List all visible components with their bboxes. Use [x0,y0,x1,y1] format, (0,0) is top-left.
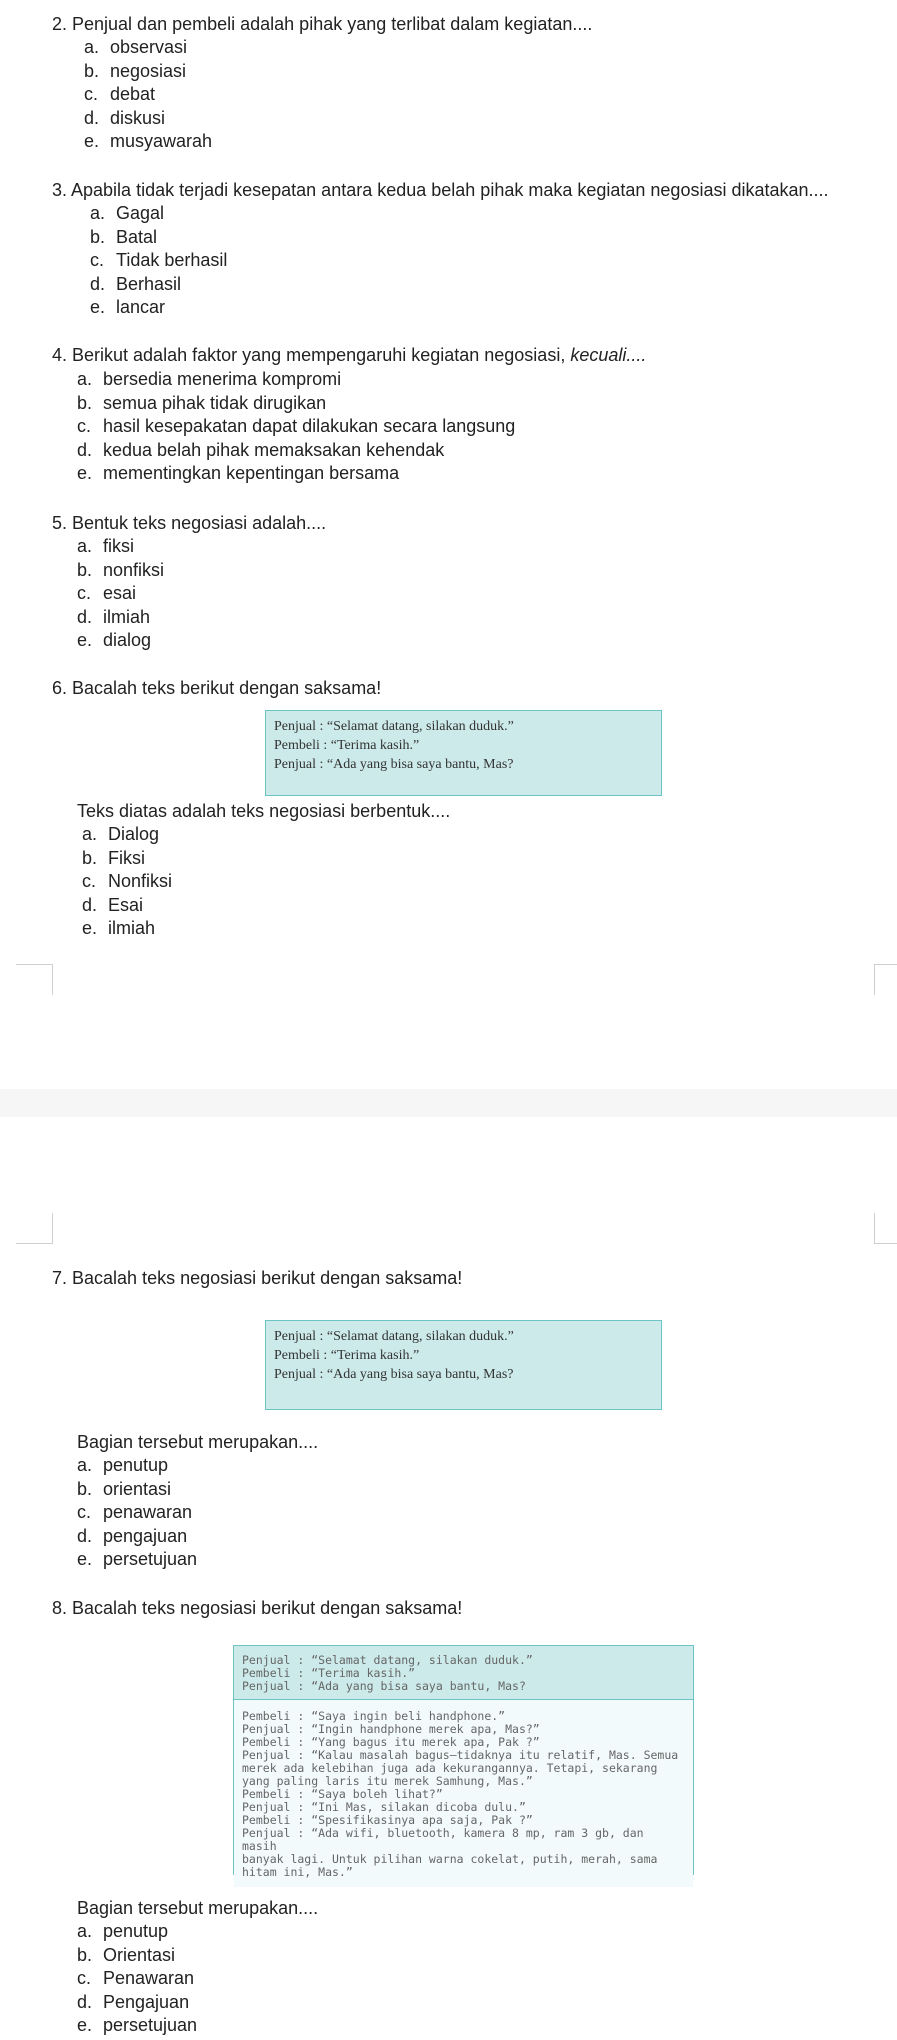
option-text: Nonfiksi [108,871,173,891]
q6-dialog-box [265,710,662,796]
q8-box-line: Penjual : “Ini Mas, silakan dicoba dulu.” [242,1800,526,1814]
page-corner-mark [16,1213,53,1244]
option-text: fiksi [103,536,134,556]
answer-option [82,824,159,845]
option-letter: e. [90,297,106,317]
q8-box-line: Pembeli : “Saya ingin beli handphone.” [242,1709,506,1723]
answer-option [77,1921,168,1942]
option-text: observasi [110,37,188,57]
answer-option [77,1526,187,1547]
q3-title: 3. Apabila tidak terjadi kesepatan antara kedua belah pihak maka kegiatan negosiasi dikatakan.... [52,180,829,200]
answer-option [84,61,186,82]
option-text: Tidak berhasil [116,250,228,270]
option-letter: d. [82,894,98,915]
q4-title [52,345,646,366]
option-letter: d. [90,273,106,294]
option-text: nonfiksi [103,559,165,580]
option-text: ilmiah [103,606,151,627]
option-letter: c. [90,250,105,270]
option-letter: b. [77,1944,93,1965]
option-letter: b. [77,559,93,580]
option-text: mementingkan kepentingan bersama [103,463,400,483]
option-letter: c. [77,416,92,436]
answer-option [77,1968,194,1989]
answer-option [84,131,212,152]
q8-box-opening [234,1646,693,1700]
option-text: Fiksi [108,847,145,868]
q8-box-line: banyak lagi. Untuk pilihan warna cokelat, putih, merah, sama [242,1852,658,1866]
option-letter: e. [77,2015,93,2035]
answer-option [90,297,165,318]
q8-box-line: yang paling laris itu merek Samhung, Mas.” [242,1774,533,1788]
answer-option [84,37,187,58]
q4-title-emphasis: kecuali.... [570,345,647,365]
answer-option [77,393,326,414]
option-text: Esai [108,894,144,915]
q8-box-line: Pembeli : “Spesifikasinya apa saja, Pak ?” [242,1813,533,1827]
q6-box-line: Penjual : “Ada yang bisa saya bantu, Mas? [274,757,514,772]
answer-option [77,369,341,390]
answer-option [84,84,155,105]
q7-box-line: Penjual : “Selamat datang, silakan duduk.” [274,1329,514,1344]
option-text: bersedia menerima kompromi [103,369,342,389]
option-letter: b. [82,847,98,868]
option-letter: a. [82,824,98,844]
option-text: Penawaran [103,1968,195,1988]
answer-option [77,2015,197,2036]
option-text: Berhasil [116,273,182,294]
q6-box-line: Penjual : “Selamat datang, silakan duduk.” [274,719,514,734]
option-letter: e. [77,630,93,650]
option-text: persetujuan [103,1549,198,1569]
option-letter: c. [77,583,92,603]
answer-option [77,536,134,557]
option-text: negosiasi [110,60,187,81]
option-letter: b. [90,226,106,247]
answer-option [90,274,181,295]
option-text: penutup [103,1455,169,1475]
option-letter: c. [84,84,99,104]
option-text: penutup [103,1921,169,1941]
q7-box-line: Penjual : “Ada yang bisa saya bantu, Mas? [274,1367,514,1382]
answer-option [82,895,143,916]
q7-dialog-box [265,1320,662,1410]
answer-option [77,440,444,461]
q8-title: 8. Bacalah teks negosiasi berikut dengan saksama! [52,1598,463,1618]
q8-box-line: hitam ini, Mas.” [242,1865,353,1879]
option-text: Orientasi [103,1944,176,1965]
option-letter: e. [84,131,100,151]
option-text: penawaran [103,1502,193,1522]
option-letter: a. [77,1455,93,1475]
option-letter: b. [77,1478,93,1499]
answer-option [77,1992,189,2013]
q8-box-line: Pembeli : “Terima kasih.” [242,1666,416,1680]
page-corner-mark [874,964,897,995]
answer-option [77,1549,197,1570]
option-text: orientasi [103,1478,172,1499]
answer-option [84,108,165,129]
option-text: ilmiah [108,918,156,938]
answer-option [77,1455,168,1476]
option-letter: b. [84,60,100,81]
option-letter: b. [77,392,93,413]
option-text: diskusi [110,107,166,128]
option-letter: d. [77,606,93,627]
option-letter: c. [82,871,97,891]
answer-option [90,227,157,248]
option-letter: a. [77,369,93,389]
q8-box-line: Pembeli : “Saya boleh lihat?” [242,1787,443,1801]
answer-option [90,203,164,224]
option-letter: a. [77,536,93,556]
answer-option [77,607,150,628]
page-corner-mark [874,1213,897,1244]
q8-box-line: merek ada kelebihan juga ada kekurangannya. Tetapi, sekarang [242,1761,658,1775]
q8-box-line: Penjual : “Ada wifi, bluetooth, kamera 8 mp, ram 3 gb, dan masih [242,1826,644,1853]
option-text: Pengajuan [103,1991,190,2012]
answer-option [77,1945,175,1966]
option-letter: e. [77,463,93,483]
answer-option [77,630,151,651]
answer-option [77,1479,171,1500]
q8-box-line: Penjual : “Kalau masalah bagus–tidaknya itu relatif, Mas. Semua [242,1748,679,1762]
page-gap [0,1089,897,1117]
q4-title-main: 4. Berikut adalah faktor yang mempengaruhi kegiatan negosiasi, [52,345,571,365]
option-letter: d. [77,1991,93,2012]
q6-prompt: Teks diatas adalah teks negosiasi berbentuk.... [77,801,451,821]
q8-box-line: Pembeli : “Yang bagus itu merek apa, Pak ?” [242,1735,540,1749]
answer-option [77,560,164,581]
option-text: semua pihak tidak dirugikan [103,392,327,413]
option-text: Dialog [108,824,160,844]
option-letter: a. [77,1921,93,1941]
option-text: kedua belah pihak memaksakan kehendak [103,439,445,460]
q8-box-body [234,1700,693,1887]
q8-prompt: Bagian tersebut merupakan.... [77,1898,319,1918]
answer-option [82,871,172,892]
option-letter: d. [84,107,100,128]
option-letter: d. [77,439,93,460]
option-letter: c. [77,1968,92,1988]
answer-option [82,848,145,869]
q6-box-line: Pembeli : “Terima kasih.” [274,738,420,753]
answer-option [82,918,155,939]
option-letter: e. [77,1549,93,1569]
q5-title: 5. Bentuk teks negosiasi adalah.... [52,513,327,533]
answer-option [77,1502,192,1523]
q8-box-line: Penjual : “Selamat datang, silakan duduk.” [242,1653,533,1667]
option-letter: a. [90,203,106,223]
option-letter: e. [82,918,98,938]
q8-dialog-box [233,1645,694,1879]
option-text: hasil kesepakatan dapat dilakukan secara langsung [103,416,516,436]
q7-title: 7. Bacalah teks negosiasi berikut dengan saksama! [52,1268,463,1288]
answer-option [77,463,399,484]
q8-box-line: Penjual : “Ada yang bisa saya bantu, Mas? [242,1679,526,1693]
page-corner-mark [16,964,53,995]
option-letter: c. [77,1502,92,1522]
option-text: dialog [103,630,152,650]
option-text: persetujuan [103,2015,198,2035]
q2-title: 2. Penjual dan pembeli adalah pihak yang terlibat dalam kegiatan.... [52,14,593,34]
option-text: Batal [116,226,158,247]
answer-option [77,583,136,604]
answer-option [77,416,515,437]
option-text: Gagal [116,203,165,223]
q8-box-line: Penjual : “Ingin handphone merek apa, Mas?” [242,1722,540,1736]
option-text: lancar [116,297,166,317]
answer-option [90,250,227,271]
option-text: pengajuan [103,1525,188,1546]
option-text: esai [103,583,137,603]
option-letter: a. [84,37,100,57]
q7-box-line: Pembeli : “Terima kasih.” [274,1348,420,1363]
q7-prompt: Bagian tersebut merupakan.... [77,1432,319,1452]
option-text: debat [110,84,156,104]
q6-title: 6. Bacalah teks berikut dengan saksama! [52,678,382,698]
option-text: musyawarah [110,131,213,151]
option-letter: d. [77,1525,93,1546]
